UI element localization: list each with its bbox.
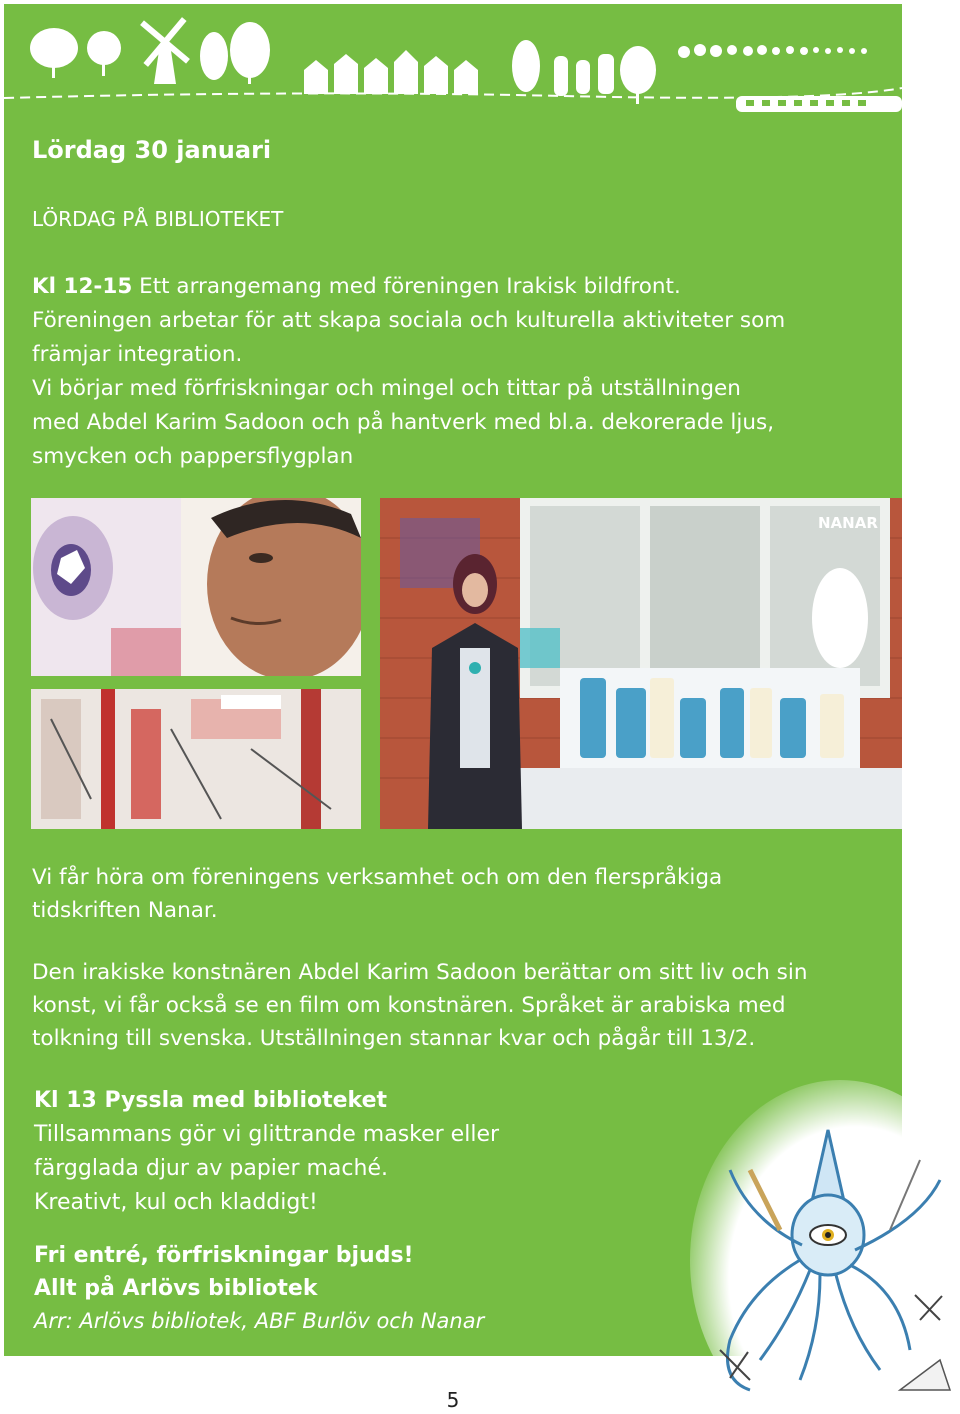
intro-line-6: smycken och pappersflygplan bbox=[32, 444, 354, 469]
free-entry-note: Fri entré, förfriskningar bjuds! bbox=[34, 1243, 414, 1268]
exhibition-photo bbox=[380, 498, 902, 829]
activity-line-1: Tillsammans gör vi glittrande masker eller bbox=[34, 1122, 500, 1147]
nanar-logo: NANAR bbox=[818, 514, 878, 532]
intro-time: Kl 12-15 bbox=[32, 274, 133, 299]
activity-line-2: färgglada djur av papier maché. bbox=[34, 1156, 388, 1181]
p1-line-1: Vi får höra om föreningens verksamhet och om den flerspråkiga bbox=[32, 865, 723, 890]
intro-line-5: med Abdel Karim Sadoon och på hantverk med bl.a. dekorerade ljus, bbox=[32, 410, 775, 435]
intro-line-2: Föreningen arbetar för att skapa sociala och kulturella aktiviteter som bbox=[32, 308, 786, 333]
paragraph-organization bbox=[32, 861, 882, 927]
p2-line-1: Den irakiske konstnären Abdel Karim Sadoon berättar om sitt liv och sin bbox=[32, 960, 808, 985]
activity-block bbox=[34, 1084, 554, 1220]
intro-line-1: Kl 12-15 Ett arrangemang med föreningen Irakisk bildfront. bbox=[32, 274, 681, 299]
organizers-note: Arr: Arlövs bibliotek, ABF Burlöv och Nanar bbox=[34, 1309, 485, 1333]
squid-illustration bbox=[690, 1060, 960, 1414]
intro-line-3: främjar integration. bbox=[32, 342, 243, 367]
event-date: Lördag 30 januari bbox=[32, 136, 272, 164]
painting-photo bbox=[31, 689, 361, 829]
paragraph-artist bbox=[32, 956, 882, 1055]
p2-line-3: tolkning till svenska. Utställningen stannar kvar och pågår till 13/2. bbox=[32, 1026, 756, 1051]
page-number: 5 bbox=[446, 1388, 460, 1412]
activity-title: Kl 13 Pyssla med biblioteket bbox=[34, 1088, 388, 1113]
p1-line-2: tidskriften Nanar. bbox=[32, 898, 218, 923]
p2-line-2: konst, vi får också se en film om konstnären. Språket är arabiska med bbox=[32, 993, 786, 1018]
event-heading: LÖRDAG PÅ BIBLIOTEKET bbox=[32, 207, 284, 231]
intro-paragraph bbox=[32, 270, 882, 474]
location-note: Allt på Arlövs bibliotek bbox=[34, 1276, 318, 1301]
activity-line-3: Kreativt, kul och kladdigt! bbox=[34, 1190, 318, 1215]
intro-line-4: Vi börjar med förfriskningar och mingel och tittar på utställningen bbox=[32, 376, 741, 401]
footer-block bbox=[34, 1239, 594, 1338]
artist-portrait-photo bbox=[31, 498, 361, 676]
skyline-illustration bbox=[4, 4, 902, 114]
